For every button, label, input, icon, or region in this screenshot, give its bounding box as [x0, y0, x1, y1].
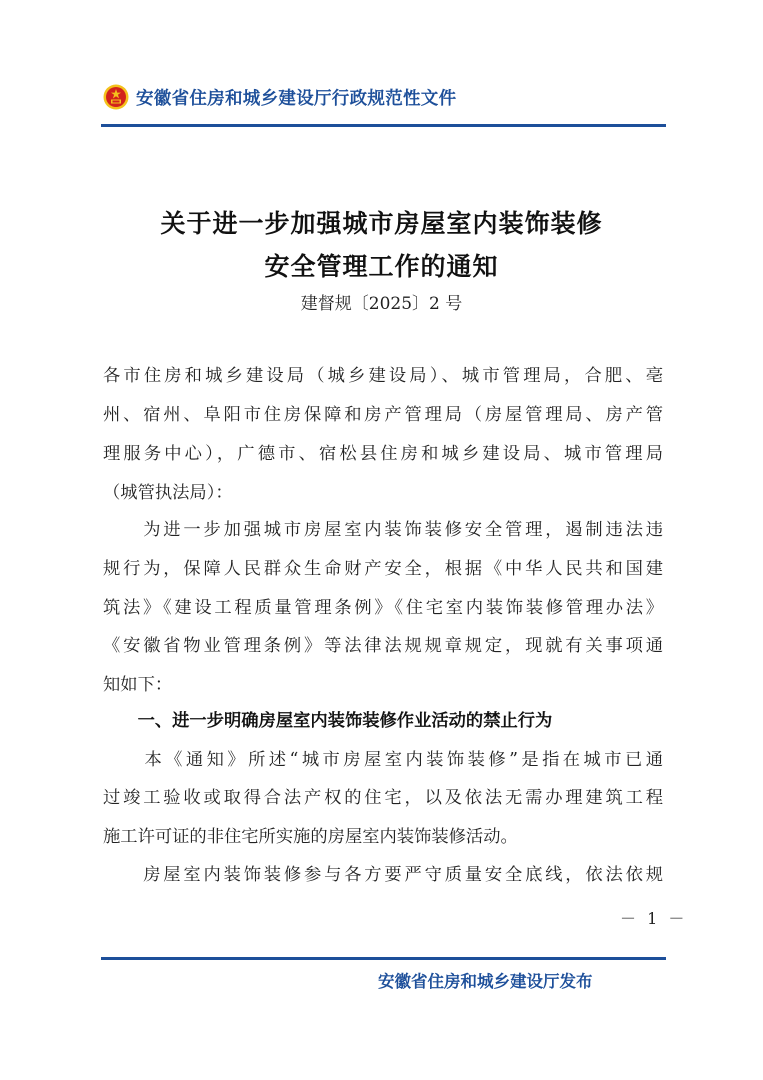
national-emblem-icon: [103, 84, 129, 110]
body-line: 州、宿州、阜阳市住房保障和房产管理局（房屋管理局、房产管: [103, 405, 663, 425]
page-number: － 1 －: [620, 909, 688, 928]
section-heading: 一、进一步明确房屋室内装饰装修作业活动的禁止行为: [103, 711, 553, 731]
body-line: 施工许可证的非住宅所实施的房屋室内装饰装修活动。: [103, 827, 518, 847]
document-title-line-2: 安全管理工作的通知: [264, 252, 499, 281]
body-line: （城管执法局）：: [103, 483, 233, 503]
body-line: 房屋室内装饰装修参与各方要严守质量安全底线，依法依规: [103, 865, 663, 885]
body-line: 过竣工验收或取得合法产权的住宅，以及依法无需办理建筑工程: [103, 788, 663, 808]
document-number: 建督规〔2025〕2 号: [300, 294, 463, 314]
body-line: 各市住房和城乡建设局（城乡建设局）、城市管理局，合肥、亳: [103, 366, 663, 386]
body-line: 《安徽省物业管理条例》等法律法规规章规定，现就有关事项通: [103, 636, 663, 656]
document-header: [103, 84, 456, 110]
header-title: 安徽省住房和城乡建设厅行政规范性文件: [136, 88, 457, 109]
header-divider: [101, 124, 666, 127]
body-line: 本《通知》所述“城市房屋室内装饰装修”是指在城市已通: [103, 750, 663, 770]
footer-publisher: 安徽省住房和城乡建设厅发布: [378, 972, 593, 991]
footer-divider: [101, 957, 666, 960]
body-line: 为进一步加强城市房屋室内装饰装修安全管理，遏制违法违: [103, 520, 663, 540]
document-title-line-1: 关于进一步加强城市房屋室内装饰装修: [160, 209, 603, 238]
body-line: 筑法》《建设工程质量管理条例》《住宅室内装饰装修管理办法》: [103, 598, 663, 618]
body-line: 知如下：: [103, 675, 173, 695]
body-line: 理服务中心），广德市、宿松县住房和城乡建设局、城市管理局: [103, 444, 663, 464]
body-line: 规行为，保障人民群众生命财产安全，根据《中华人民共和国建: [103, 559, 663, 579]
